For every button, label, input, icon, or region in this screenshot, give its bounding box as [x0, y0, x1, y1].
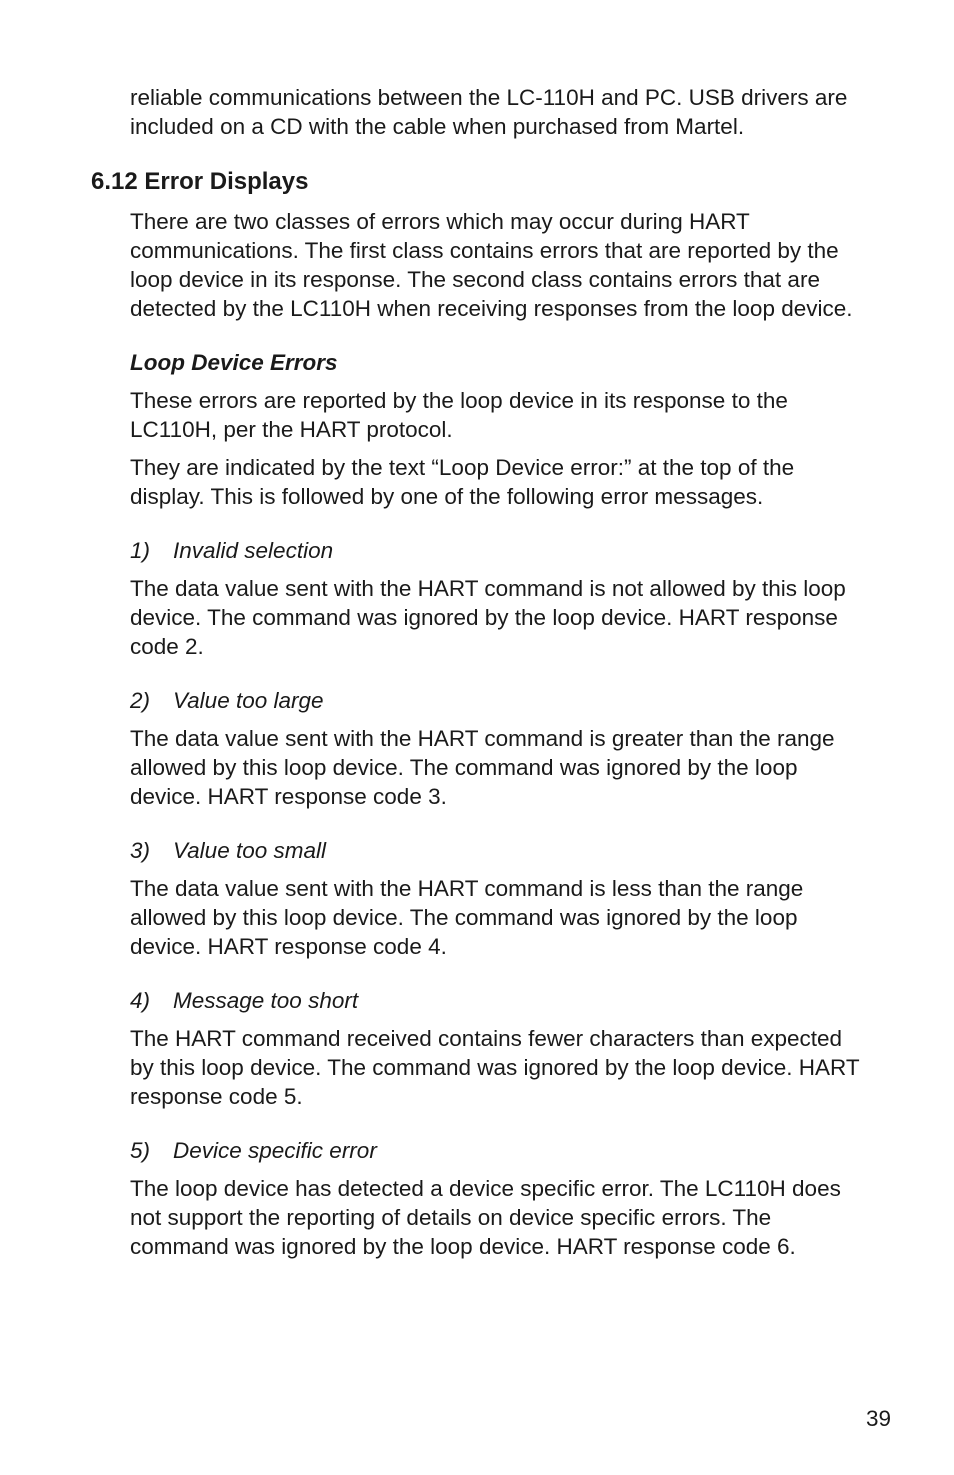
error-item-label: Value too small [173, 838, 326, 863]
error-item-title [130, 1136, 870, 1165]
error-item-label: Value too large [173, 688, 324, 713]
subsection-para-2: They are indicated by the text “Loop Device error:” at the top of the display. This is followed by one of the following error messages. [130, 455, 795, 509]
error-item-description: The loop device has detected a device specific error. The LC110H does not support the reporting of details on device specific errors. The command was ignored by the loop device. HART response code 6. [130, 1176, 841, 1259]
error-item-number: 5) [130, 1138, 151, 1163]
subsection-para-1: These errors are reported by the loop device in its response to the LC110H, per the HART protocol. [130, 388, 788, 442]
error-item-description: The data value sent with the HART command is not allowed by this loop device. The command was ignored by the loop device. HART response code 2. [130, 576, 846, 659]
error-item-number: 3) [130, 838, 151, 863]
error-item-title [130, 686, 870, 715]
subsection-title: Loop Device Errors [130, 350, 338, 375]
error-item [130, 686, 870, 811]
error-item-number: 4) [130, 988, 151, 1013]
error-item [130, 1136, 870, 1261]
error-item [130, 836, 870, 961]
error-item [130, 536, 870, 661]
page-number: 39 [865, 1406, 891, 1431]
section-title: 6.12 Error Displays [91, 168, 309, 195]
error-item-description: The data value sent with the HART command is less than the range allowed by this loop device. The command was ignored by the loop device. HART response code 4. [130, 876, 804, 959]
error-item-title [130, 536, 870, 565]
error-item-title [130, 836, 870, 865]
error-item-description: The HART command received contains fewer characters than expected by this loop device. The command was ignored by the loop device. HART response code 5. [130, 1026, 860, 1109]
error-item [130, 986, 870, 1111]
main-content [130, 207, 870, 1261]
error-item-number: 1) [130, 538, 151, 563]
error-item-label: Invalid selection [173, 538, 334, 563]
error-item-number: 2) [130, 688, 151, 713]
section-intro: There are two classes of errors which may occur during HART communications. The first class contains errors that are reported by the loop device in its response. The second class contains errors that are detected by the LC110H when receiving responses from the loop device. [130, 209, 853, 321]
intro-paragraph: reliable communications between the LC-110H and PC. USB drivers are included on a CD with the cable when purchased from Martel. [130, 85, 848, 139]
error-item-label: Message too short [173, 988, 359, 1013]
error-item-description: The data value sent with the HART command is greater than the range allowed by this loop device. The command was ignored by the loop device. HART response code 3. [130, 726, 835, 809]
intro-block [130, 83, 870, 141]
error-item-title [130, 986, 870, 1015]
error-item-label: Device specific error [173, 1138, 377, 1163]
